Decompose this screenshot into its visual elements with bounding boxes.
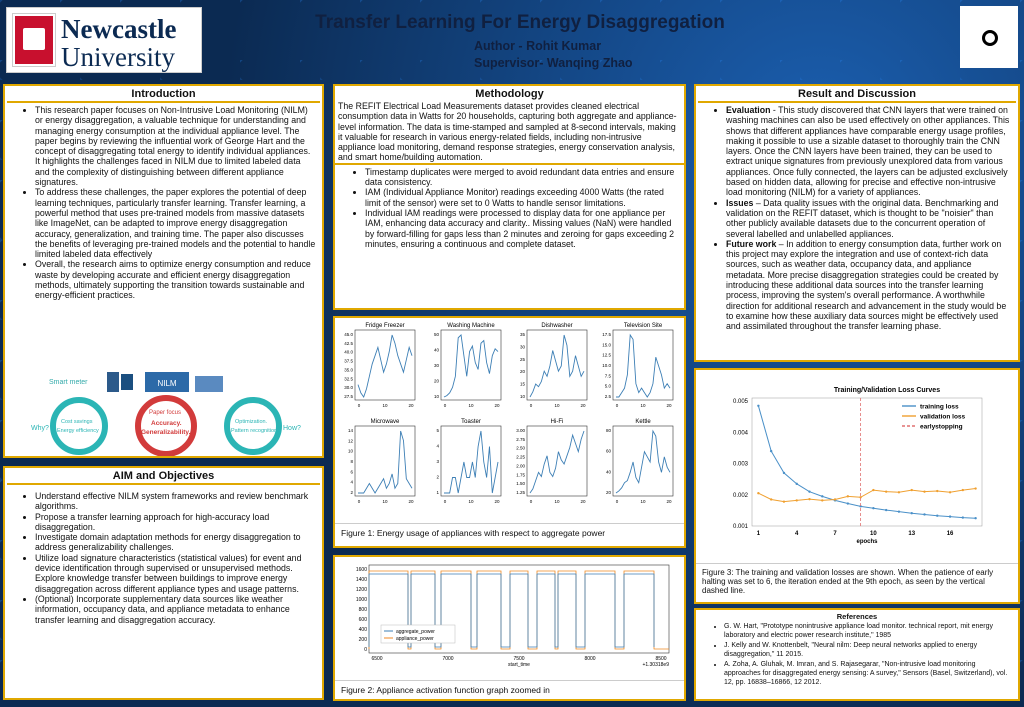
list-item: • Individual IAM readings were processed to display data for one appliance per IAM, enhancing data accuracy and clarity.. Missing values (NaN) were handled by forward-filling for gaps less than 2 minutes and zeroing for gaps exceeding 2 minutes, ensuring a continuous and complete dataset. — [365, 208, 680, 249]
y-tick-label: 6 — [350, 469, 353, 475]
methodology-panel — [333, 84, 686, 310]
y-tick-label: 27.5 — [344, 394, 353, 399]
x-tick-label: 10 — [554, 499, 560, 504]
legend-label: appliance_power — [396, 636, 434, 642]
subplot-title: Fridge Freezer — [365, 323, 405, 329]
series-line — [530, 431, 584, 493]
subplot-title: Toaster — [461, 419, 481, 425]
x-offset-label: +1.30318e9 — [642, 662, 669, 668]
data-point — [808, 490, 810, 492]
data-point — [962, 516, 964, 518]
y-tick-label: 4 — [350, 479, 353, 485]
y-tick-label: 37.5 — [344, 358, 353, 364]
y-tick-label: 0 — [364, 647, 367, 653]
x-tick-label: 4 — [795, 531, 799, 537]
list-item — [726, 239, 1012, 332]
data-point — [898, 491, 900, 493]
why-circle — [53, 400, 105, 452]
x-tick-label: 20 — [666, 499, 672, 504]
data-point — [885, 490, 887, 492]
results-heading: Result and Discussion — [698, 86, 1016, 103]
references-heading: References — [836, 612, 878, 621]
y-tick-label: 2.00 — [516, 463, 525, 469]
y-tick-label: 20 — [519, 369, 525, 375]
y-tick-label: 50 — [433, 332, 439, 337]
data-point — [949, 491, 951, 493]
subplot-frame — [355, 426, 415, 496]
y-tick-label: 80 — [605, 428, 611, 433]
data-point — [783, 500, 785, 502]
focus-label-1: Accuracy. — [151, 420, 182, 427]
x-tick-label: 20 — [494, 403, 500, 408]
y-tick-label: 0.001 — [732, 524, 748, 530]
y-tick-label: 600 — [358, 617, 367, 623]
list-item: • Timestamp duplicates were merged to avoid redundant data entries and ensure data consistency. — [365, 167, 680, 188]
y-tick-label: 35 — [519, 332, 525, 337]
data-point — [847, 495, 849, 497]
data-point — [783, 472, 785, 474]
y-tick-label: 2 — [350, 490, 353, 495]
github-icon — [982, 30, 998, 46]
data-point — [821, 495, 823, 497]
x-tick-label: 20 — [408, 403, 414, 408]
y-tick-label: 7.5 — [604, 373, 611, 379]
y-tick-label: 0.005 — [732, 399, 748, 406]
supervisor-line: Supervisor- Wanqing Zhao — [474, 56, 633, 70]
data-point — [834, 498, 836, 500]
why-label: Why? — [31, 425, 49, 432]
figure1-caption: Figure 1: Energy usage of appliances with respect to aggregate power — [335, 523, 684, 542]
figure3-panel — [694, 368, 1020, 604]
y-tick-label: 5 — [436, 428, 439, 433]
x-tick-label: 0 — [357, 499, 361, 504]
x-tick-label: 10 — [468, 499, 474, 504]
series-line — [530, 335, 584, 397]
series-line — [758, 489, 975, 502]
aim-heading: AIM and Objectives — [7, 468, 320, 485]
references-panel — [694, 608, 1020, 701]
data-point — [949, 515, 951, 517]
y-tick-label: 1.75 — [516, 472, 525, 478]
legend-label: validation loss — [920, 413, 966, 421]
series-line — [358, 431, 412, 493]
meter-icon — [121, 374, 133, 390]
x-tick-label: 10 — [382, 499, 388, 504]
data-point — [911, 489, 913, 491]
y-tick-label: 1600 — [355, 567, 367, 573]
data-point — [757, 405, 759, 407]
x-tick-label: 20 — [666, 403, 672, 408]
data-point — [923, 513, 925, 515]
x-tick-label: 8500 — [655, 656, 667, 662]
results-panel — [694, 84, 1020, 362]
issues-text: – Data quality issues with the original data. Benchmarking and validation on the REFIT dataset, which is thought to be "noisier" than other publicly available datasets due to the concurrent operation of several labelled and unlabelled appliances. — [726, 197, 999, 239]
smart-meter-label: Smart meter — [49, 379, 88, 386]
x-tick-label: 10 — [468, 403, 474, 408]
y-tick-label: 1200 — [355, 587, 367, 593]
y-tick-label: 2.50 — [516, 445, 525, 451]
appliance-usage-charts — [335, 318, 684, 518]
legend-label: training loss — [920, 403, 959, 411]
y-tick-label: 0.002 — [732, 492, 748, 499]
introduction-heading: Introduction — [7, 86, 320, 103]
list-item: • This research paper focuses on Non-Intrusive Load Monitoring (NILM) or energy disaggregation, a valuable technique for understanding and managing energy consumption at the individual appliance level. The paper begins by reviewing the influential work of George Hart and the concept of disaggregating total energy to identify individual appliances. It highlights the challenges faced in NILM due to limited labeled data and the complexity of distinguishing between different appliance signatures. — [35, 105, 316, 187]
aim-list — [5, 485, 322, 625]
list-item: • Understand effective NILM system frameworks and review benchmark algorithms. — [35, 491, 316, 512]
x-tick-label: 10 — [640, 403, 646, 408]
y-tick-label: 1 — [436, 490, 439, 495]
future-work-text: – In addition to energy consumption data, further work on this project may explore the integration and use of context-rich data sources, such as weather data, occupancy data, and appliance metadata. More precise disaggregation strategies could be created by introducing these additional data sources into the transfer learning process, improving the system's overall performance. A worthwhile direction for additional research and advancement in the study would be to examine how these auxiliary data sources might be effectively used and assimilated throughout the transfer learning phase. — [726, 238, 1007, 332]
y-tick-label: 32.5 — [344, 376, 353, 382]
y-tick-label: 10 — [347, 448, 353, 454]
y-tick-label: 20 — [433, 378, 439, 384]
y-tick-label: 35.0 — [344, 367, 353, 373]
data-point — [821, 499, 823, 501]
list-item: • Utilize load signature characteristics (statistical values) for event and device identification through supervised or unsupervised methods. Explore knowledge transfer between buildings to improve energy disaggregation across different appliance types and usage patterns. — [35, 553, 316, 594]
subplot-title: Hi-Fi — [550, 419, 564, 425]
y-tick-label: 17.5 — [602, 332, 611, 337]
list-item: • IAM (Individual Appliance Monitor) readings exceeding 4000 Watts (the rated limit of the sensor) were set to 0 Watts to handle sensor limitations. — [365, 187, 680, 208]
y-tick-label: 400 — [358, 627, 367, 633]
results-list — [696, 103, 1018, 332]
data-point — [770, 498, 772, 500]
y-tick-label: 30 — [433, 363, 439, 368]
data-point — [911, 512, 913, 514]
data-point — [872, 489, 874, 491]
issues-label: Issues — [726, 197, 754, 208]
x-tick-label: 10 — [640, 499, 646, 504]
x-axis-label: start_time — [508, 662, 530, 668]
meter-icon — [107, 372, 119, 392]
y-tick-label: 12 — [347, 438, 353, 444]
x-tick-label: 0 — [529, 499, 533, 504]
list-item: • Investigate domain adaptation methods for energy disaggregation to address generalizability challenges. — [35, 532, 316, 553]
subplot-title: Washing Machine — [447, 323, 495, 329]
y-tick-label: 12.5 — [602, 352, 611, 358]
x-tick-label: 20 — [408, 499, 414, 504]
left-label-1: Cost savings — [61, 419, 93, 425]
x-tick-label: 10 — [870, 531, 877, 537]
introduction-list — [5, 103, 322, 301]
x-tick-label: 13 — [908, 531, 916, 537]
list-item: • J. Kelly and W. Knottenbelt, "Neural nilm: Deep neural networks applied to energy disaggregation," 11 2015. — [724, 642, 1012, 659]
x-tick-label: 20 — [494, 499, 500, 504]
introduction-panel — [3, 84, 324, 458]
data-point — [962, 489, 964, 491]
y-tick-label: 10 — [519, 394, 525, 399]
y-tick-label: 40 — [433, 347, 439, 353]
list-item: • Overall, the research aims to optimize energy consumption and reduce waste by developing accurate and efficient energy disaggregation methods, ultimately supporting the transition towards sustainable and energy-efficient practices. — [35, 259, 316, 300]
y-tick-label: 25 — [519, 356, 525, 362]
crest-icon — [13, 14, 55, 66]
y-tick-label: 200 — [358, 637, 367, 643]
y-tick-label: 5.0 — [604, 383, 611, 389]
y-tick-label: 2 — [436, 474, 439, 480]
chart-title: Training/Validation Loss Curves — [833, 387, 941, 394]
y-tick-label: 15 — [519, 381, 525, 387]
y-tick-label: 40 — [605, 469, 611, 475]
legend-label: earlystopping — [920, 423, 963, 431]
data-point — [796, 499, 798, 501]
list-item: • To address these challenges, the paper explores the potential of deep learning techniques, particularly transfer learning. Transfer learning, a powerful method that uses pre-trained models from massive datasets like ImageNet, can be adapted to improve energy disaggregation accuracy, generalization, and training time. The paper also discusses the benefits of leveraging pre-trained models and the potential to handle limited labeled data effectively — [35, 187, 316, 259]
poster-title: Transfer Learning For Energy Disaggregation — [315, 12, 725, 33]
appliance-icon — [195, 376, 223, 392]
x-tick-label: 6500 — [371, 656, 383, 662]
x-tick-label: 8000 — [584, 656, 596, 662]
y-tick-label: 60 — [605, 448, 611, 454]
list-item: • G. W. Hart, "Prototype nonintrusive appliance load monitor. technical report, mit energy laboratory and electric power research institute," 1985 — [724, 623, 1012, 640]
x-tick-label: 0 — [615, 499, 619, 504]
figure1-panel — [333, 316, 686, 548]
series-line — [444, 431, 498, 493]
data-point — [936, 490, 938, 492]
figure2-panel — [333, 555, 686, 701]
y-tick-label: 3 — [436, 459, 439, 464]
focus-label-2: Generalizability. — [141, 429, 191, 436]
right-label-2: Pattern recognition — [231, 428, 278, 434]
y-tick-label: 30 — [519, 344, 525, 350]
evaluation-label: Evaluation — [726, 105, 771, 115]
series-line — [616, 335, 670, 397]
y-tick-label: 2.5 — [604, 394, 611, 399]
y-tick-label: 20 — [605, 490, 611, 495]
list-item — [726, 198, 1012, 239]
logo-line2: University — [61, 42, 175, 72]
evaluation-text: - This study discovered that CNN layers that were trained on washing machines can also be used effectively on other appliances. This shows that different appliances have comparable energy usage profiles, making it possible to use a sizable dataset to thoroughly train the CNN layers. Once the CNN layers have been trained, they can be used to extract unique signatures from previously unexplored data from various appliances. Once fully connected, the layers can be adjusted exclusively based on hidden data, allowing for precise and effective non-intrusive load monitoring (NILM) for a variety of appliances. — [726, 105, 1010, 198]
nilm-label: NILM — [157, 379, 177, 388]
x-tick-label: 20 — [580, 499, 586, 504]
y-tick-label: 0.004 — [732, 430, 748, 437]
figure3-caption: Figure 3: The training and validation losses are shown. When the patience of early halting was set to 6, the iteration ended at the 9th epoch, as seen by the vertical dashed line. — [696, 563, 1018, 599]
x-tick-label: 7000 — [442, 656, 454, 662]
subplot-frame — [613, 330, 673, 400]
data-point — [808, 498, 810, 500]
data-point — [923, 490, 925, 492]
y-tick-label: 1.50 — [516, 481, 525, 487]
logo-line1: Newcastle — [61, 14, 177, 44]
y-tick-label: 40.0 — [344, 349, 353, 355]
author-line: Author - Rohit Kumar — [474, 39, 602, 53]
data-point — [796, 483, 798, 485]
data-point — [872, 507, 874, 509]
y-tick-label: 1400 — [355, 577, 367, 583]
y-tick-label: 30.0 — [344, 385, 353, 391]
x-tick-label: 1 — [756, 531, 761, 537]
x-tick-label: 20 — [580, 403, 586, 408]
university-logo — [6, 7, 202, 73]
x-axis-label: epochs — [856, 539, 878, 545]
methodology-list — [335, 165, 684, 249]
references-list — [696, 621, 1018, 687]
x-tick-label: 0 — [615, 403, 619, 408]
right-label-1: Optimization. — [235, 419, 268, 425]
series-line — [358, 335, 412, 397]
how-circle — [227, 400, 279, 452]
x-tick-label: 0 — [357, 403, 361, 408]
future-work-label: Future work — [726, 238, 777, 249]
focus-label: Paper focus — [149, 410, 182, 416]
list-item: • (Optional) Incorporate supplementary data sources like weather information, occupancy data, and appliance metadata to enhance transfer learning and disaggregation accuracy. — [35, 594, 316, 625]
x-tick-label: 7 — [833, 531, 837, 537]
subplot-frame — [441, 330, 501, 400]
x-tick-label: 0 — [443, 403, 447, 408]
methodology-heading: Methodology — [475, 88, 544, 100]
x-tick-label: 0 — [529, 403, 533, 408]
y-tick-label: 10 — [433, 394, 439, 399]
data-point — [936, 514, 938, 516]
left-label-2: Energy efficiency — [57, 428, 99, 434]
data-point — [974, 517, 976, 519]
x-tick-label: 10 — [382, 403, 388, 408]
how-label: How? — [283, 425, 301, 432]
y-tick-label: 1000 — [355, 597, 367, 603]
y-tick-label: 1.25 — [516, 490, 525, 495]
x-tick-label: 7500 — [513, 656, 525, 662]
data-point — [770, 450, 772, 452]
subplot-title: Dishwasher — [541, 323, 573, 329]
series-line — [444, 335, 498, 397]
y-tick-label: 3.00 — [516, 428, 525, 433]
y-tick-label: 800 — [358, 607, 367, 613]
series-line — [616, 431, 670, 493]
figure2-caption: Figure 2: Appliance activation function graph zoomed in — [335, 680, 684, 699]
list-item — [726, 105, 1012, 198]
qr-code-icon — [960, 6, 1018, 68]
loss-curve-chart — [696, 370, 1018, 558]
nilm-diagram — [9, 366, 321, 456]
subplot-frame — [355, 330, 415, 400]
x-tick-label: 10 — [554, 403, 560, 408]
data-point — [974, 487, 976, 489]
data-point — [885, 509, 887, 511]
subplot-title: Kettle — [635, 419, 651, 425]
subplot-title: Microwave — [370, 419, 400, 425]
y-tick-label: 10.0 — [602, 363, 611, 368]
y-tick-label: 4 — [436, 443, 439, 449]
y-tick-label: 42.5 — [344, 340, 353, 346]
activation-chart — [335, 557, 684, 675]
list-item: • A. Zoha, A. Gluhak, M. Imran, and S. Rajasegarar, "Non-intrusive load monitoring approaches for disaggregated energy sensing: A survey," Sensors (Basel, Switzerland), vol. 12, pp. 16838–16866, 12 2012. — [724, 661, 1012, 687]
aim-panel — [3, 466, 324, 700]
y-tick-label: 0.003 — [732, 461, 748, 468]
y-tick-label: 45.0 — [344, 332, 353, 337]
y-tick-label: 15.0 — [602, 342, 611, 348]
legend-label: aggregate_power — [396, 629, 435, 635]
subplot-title: Television Site — [623, 323, 663, 329]
data-point — [898, 510, 900, 512]
y-tick-label: 14 — [347, 428, 353, 433]
methodology-text: The REFIT Electrical Load Measurements dataset provides cleaned electrical consumption data in Watts for 20 households, capturing both aggregate and appliance-level information. The data is time-stamped and sampled at 8-second intervals, making it valuable for research in various energy-related fields, including non-intrusive appliance load monitoring, demand response strategies, energy conservation analysis, and smart home/building automation. — [335, 101, 684, 165]
list-item: • Propose a transfer learning approach for high-accuracy load disaggregation. — [35, 512, 316, 533]
y-tick-label: 2.75 — [516, 436, 525, 442]
data-point — [847, 502, 849, 504]
y-tick-label: 2.25 — [516, 454, 525, 460]
x-tick-label: 16 — [946, 531, 954, 537]
x-tick-label: 0 — [443, 499, 447, 504]
data-point — [757, 492, 759, 494]
y-tick-label: 8 — [350, 459, 353, 464]
